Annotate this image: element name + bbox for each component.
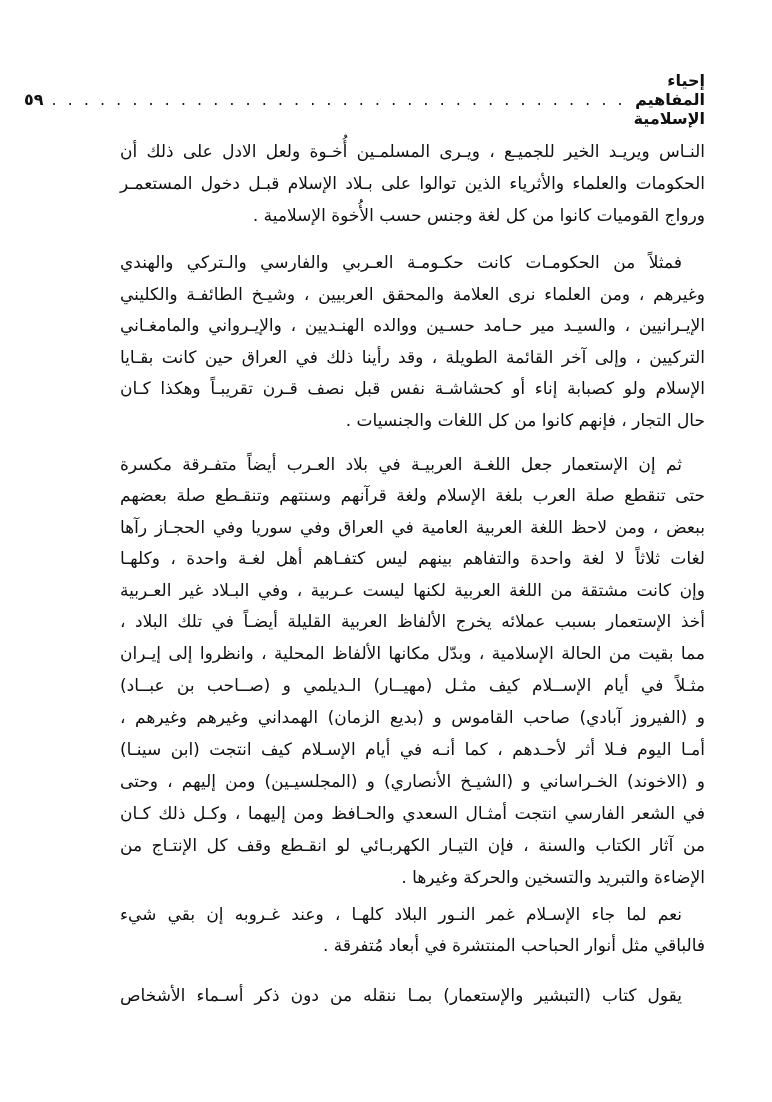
page-number: ٥٩	[23, 89, 44, 109]
text-line: الإسلام ولو كصبابة إناء أو كحشاشـة نفس قبل نصف قـرن تقريبـاً وهكذا كـان	[120, 379, 705, 399]
text-line: لغات ثلاثاً لا لغة واحدة والتفاهم بينهم ليس كتفـاهم أهل لغـة واحدة ، وكلهـا	[120, 549, 705, 569]
text-line: و (الاخوند) الخـراساني و (الشيـخ الأنصاري) و (المجلسيـين) ومن إليهم ، وحتى	[120, 772, 705, 792]
header-title: إحياء المفاهيم الإسلامية	[633, 70, 705, 128]
text-line: و (الفيروز آبادي) صاحب القاموس و (بديع الزمان) الهمداني وغيرهم وغيرهم ،	[120, 708, 705, 728]
text-line: نعم لما جاء الإسـلام غمر النـور البلاد كلهـا ، وعند غـروبه إن بقي شيء	[120, 905, 682, 925]
text-line: ببعض ، ومن لاحظ اللغة العربية العامية في العراق وفي سوريا وفي الحجـاز رآها	[120, 518, 705, 538]
text-line: ورواج القوميات كانوا من كل لغة وجنس حسب الأُخوة الإسلامية .	[252, 206, 705, 226]
text-line: ثم إن الإستعمار جعل اللغـة العربيـة في بلاد العـرب أيضاً متفـرقة مكسرة	[120, 455, 682, 475]
text-line: مما بقيت من الحالة الإسلامية ، وبدّل مكانها الألفاظ المحلية ، وانظروا إلى إيـران	[120, 644, 705, 664]
text-line: الإيـرانيين ، والسيـد مير حـامد حسـين ووالده الهنـديين ، والإيـرواني والمامغـاني	[120, 316, 705, 336]
text-line: فالباقي مثل أنوار الحباحب المنتشرة في أبعاد مُتفرقة .	[323, 936, 705, 956]
text-line: أمـا اليوم فـلا أثر لأحـدهم ، كما أنـه في أيام الإسـلام كيف انتجت (ابن سينـا)	[120, 740, 705, 760]
text-line: مثـلاً في أيام الإســلام كيف مثـل (مهيــار) الـديلمي و (صــاحب بن عبــاد)	[120, 676, 705, 696]
text-line: فمثلاً من الحكومـات كانت حكـومـة العـربي والفارسي والـتركي والهندي	[120, 253, 682, 273]
text-line: يقول كتاب (التبشير والإستعمار) بمـا ننقله من دون ذكر أسـماء الأشخاص	[120, 986, 682, 1006]
text-line: الإضاءة والتبريد والتسخين والحركة وغيرها .	[401, 868, 705, 888]
text-line: التركيين ، وإلى آخر القائمة الطويلة ، وقد رأينا ذلك في العراق حين كانت بقـايا	[120, 348, 705, 368]
text-line: أخذ الإستعمار بسبب عملائه يخرج الألفاظ العربية القليلة أيضـاً في تلك البلاد ،	[120, 612, 705, 632]
text-line: في الشعر الفارسي انتجت أمثـال السعدي والحـافظ ومن إليهما ، وكـل ذلك كـان	[120, 804, 705, 824]
text-line: من آثار الكتاب والسنة ، فإن التيـار الكهربـائي لو انقـطع وقف كل الإنتـاج من	[120, 836, 705, 856]
running-header	[23, 70, 705, 128]
header-leader-dots: . . . . . . . . . . . . . . . . . . . . . . . . . . . . . . . . . . . .	[51, 89, 626, 109]
text-line: وغيرهم ، ومن العلماء نرى العلامة والمحقق العربيين ، وشيـخ الطائفـة والكليني	[120, 285, 705, 305]
text-line: الحكومات والعلماء والأثرياء الذين توالوا على بـلاد الإسلام قبـل دخول المستعمـر	[120, 174, 705, 194]
text-line: وإن كانت مشتقة من اللغة العربية لكنها ليست عـربية ، وفي البـلاد غير العـربية	[120, 581, 705, 601]
text-line: النـاس ويريـد الخير للجميـع ، ويـرى المسلمـين أُخـوة ولعل الادل على ذلك أن	[120, 142, 705, 162]
text-line: حال التجار ، فإنهم كانوا من كل اللغات والجنسيات .	[345, 411, 705, 431]
text-line: حتى تنقطع صلة العرب بلغة الإسلام ولغة قرآنهم وسنتهم وتنقـطع صلة بعضهم	[120, 486, 705, 506]
